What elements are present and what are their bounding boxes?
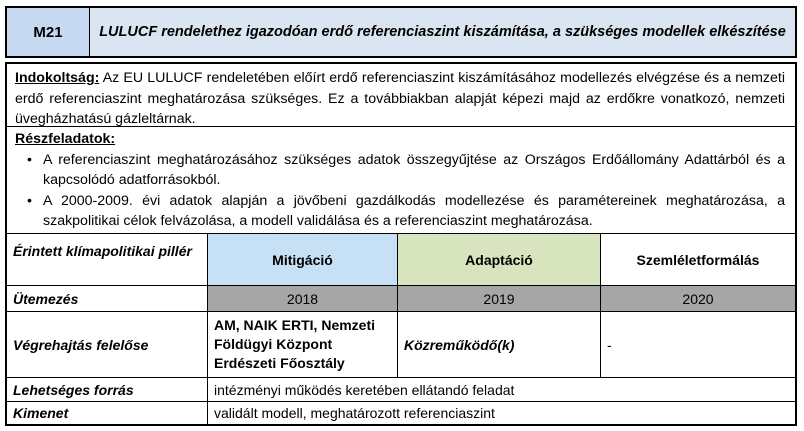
climate-pillar-row	[7, 233, 795, 285]
subtask-item: • A 2000-2009. évi adatok alapján a jövőbeni gazdálkodás modellezése és paramétereinek meghatározása, a szakpolitikai célok felvázolása, a modell validálása és a referenciaszint meghatározása.	[35, 191, 785, 232]
schedule-year: 2019	[398, 286, 601, 311]
funding-value: intézményi működés keretében ellátandó feladat	[214, 381, 515, 398]
schedule-year: 2020	[601, 286, 795, 311]
funding-row	[7, 377, 795, 401]
funding-label: Lehetséges forrás	[7, 378, 208, 401]
climate-pillar-label: Érintett klímapolitikai pillér	[7, 234, 208, 285]
schedule-label: Ütemezés	[7, 286, 208, 311]
responsible-label: Végrehajtás felelőse	[7, 312, 208, 377]
contributor-label: Közreműködő(k)	[398, 312, 601, 377]
contributor-value: -	[607, 336, 612, 353]
output-row	[7, 401, 795, 424]
measure-title: LULUCF rendelethez igazodóan erdő referenciaszint kiszámítása, a szükséges modellek elkészítése	[90, 8, 795, 56]
subtasks-section	[7, 127, 795, 233]
justification-label: Indokoltság:	[15, 70, 100, 86]
pillar-awareness: Szemléletformálás	[636, 251, 760, 268]
measure-code: M21	[7, 8, 90, 56]
subtasks-label: Részfeladatok:	[15, 131, 116, 147]
pillar-mitigation: Mitigáció	[208, 234, 398, 285]
subtasks-list	[15, 150, 785, 232]
responsible-row	[7, 311, 795, 377]
schedule-year: 2018	[208, 286, 398, 311]
measure-body	[5, 62, 797, 426]
schedule-row	[7, 285, 795, 311]
justification-section	[7, 64, 795, 127]
output-value: validált modell, meghatározott referenciaszint	[214, 405, 495, 421]
output-label: Kimenet	[7, 402, 208, 424]
subtask-item: • A referenciaszint meghatározásához szükséges adatok összegyűjtése az Országos Erdőállomány Adattárból és a kapcsolódó adatforrásokból.	[35, 150, 785, 191]
pillar-adaptation: Adaptáció	[398, 234, 601, 285]
justification-text: Az EU LULUCF rendeletében előírt erdő referenciaszint kiszámításához modellezés elvégzése és a nemzeti erdő referenciaszint meghatározása szükséges. Ez a továbbiakban alapját képezi majd az erdőkre vonatkozó, nemzeti üvegházhatású gázleltárnak.	[15, 70, 785, 127]
measure-header	[5, 6, 797, 58]
responsible-value: AM, NAIK ERTI, Nemzeti Földügyi Központ Erdészeti Főosztály	[208, 312, 398, 377]
